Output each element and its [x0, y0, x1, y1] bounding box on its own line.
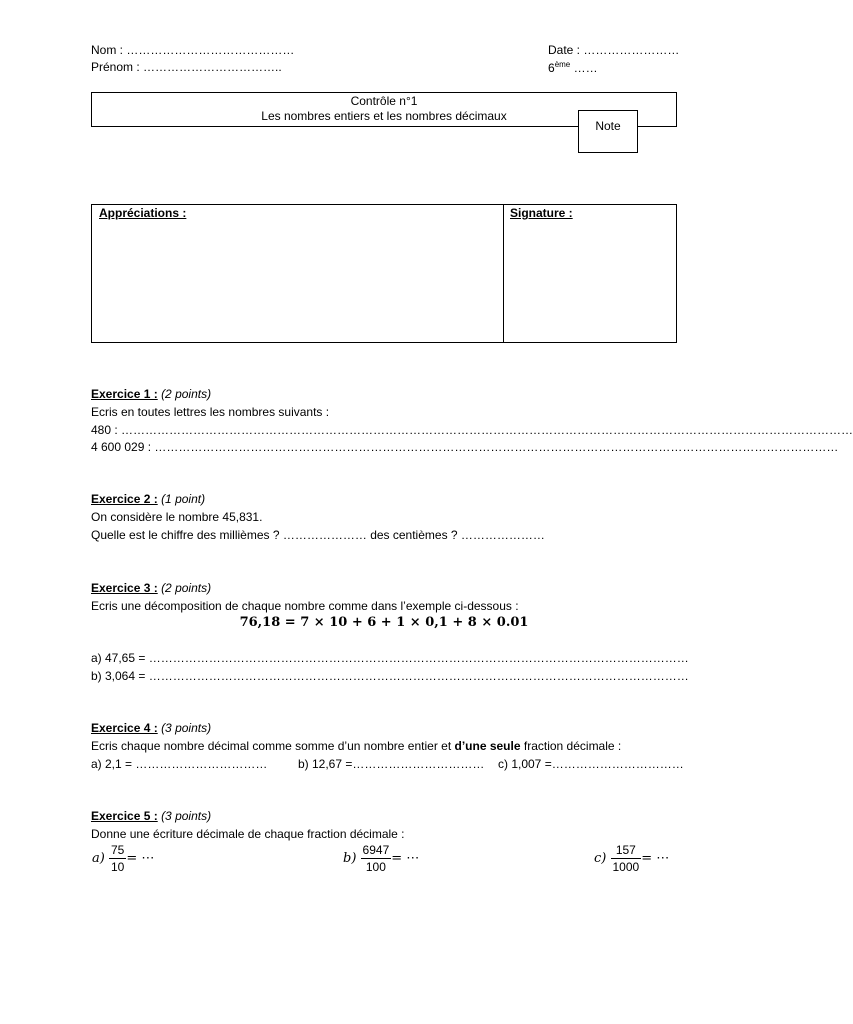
- date-field: Date : ……………………: [548, 43, 680, 57]
- title-line1: Contrôle n°1: [350, 94, 418, 108]
- ex5-b-tail: = ⋯: [391, 851, 420, 866]
- classe-field: [548, 60, 598, 75]
- classe-dots: ……: [570, 61, 598, 75]
- ex5-a-letter: a): [92, 851, 105, 866]
- ex4-instruction: [91, 739, 621, 753]
- appreciations-label: Appréciations :: [99, 206, 187, 220]
- ex4-heading: Exercice 4 :: [91, 721, 158, 735]
- signature-label: Signature :: [510, 206, 573, 220]
- ex4-instruction-post: fraction décimale :: [520, 739, 622, 753]
- ex5-c-fraction: [611, 842, 642, 875]
- ex5-c-numerator: 157: [615, 843, 636, 857]
- classe-number: 6: [548, 61, 555, 75]
- ex5-item-a: [92, 842, 154, 875]
- ex5-points: (3 points): [161, 809, 212, 823]
- ex5-b-denominator: 100: [361, 858, 392, 875]
- ex5-instruction: Donne une écriture décimale de chaque fraction décimale :: [91, 827, 405, 841]
- ex5-c-letter: c): [594, 851, 607, 866]
- ex1-line-4600029: 4 600 029 : ………………………………………………………………………………………………………………………………………………………: [91, 440, 839, 454]
- ex1-header: [91, 387, 211, 401]
- ex5-a-denominator: 10: [110, 860, 125, 874]
- ex3-heading: Exercice 3 :: [91, 581, 158, 595]
- ex4-item-b: b) 12,67 =……………………………: [298, 757, 485, 771]
- ex5-b-numerator: 6947: [362, 843, 390, 857]
- ex3-points: (2 points): [161, 581, 212, 595]
- ex3-header: [91, 581, 211, 595]
- ex4-item-a: a) 2,1 = ……………………………: [91, 757, 268, 771]
- title-line2: Les nombres entiers et les nombres décimaux: [261, 109, 507, 123]
- ex5-b-letter: b): [343, 851, 357, 866]
- note-box: [578, 110, 638, 153]
- ex2-points: (1 point): [161, 492, 206, 506]
- appreciation-box: [91, 204, 677, 343]
- ex5-c-tail: = ⋯: [641, 851, 670, 866]
- box-divider: [503, 205, 504, 342]
- ex4-instruction-bold: d’une seule: [454, 739, 521, 753]
- ex5-heading: Exercice 5 :: [91, 809, 158, 823]
- ex1-line-480: 480 : …………………………………………………………………………………………………………………………………………………………………: [91, 423, 853, 437]
- ex2-line1: On considère le nombre 45,831.: [91, 510, 263, 524]
- ex2-header: [91, 492, 205, 506]
- ex5-c-denominator: 1000: [612, 860, 640, 874]
- ex5-header: [91, 809, 211, 823]
- ex1-heading: Exercice 1 :: [91, 387, 158, 401]
- nom-field: Nom : ……………………………………: [91, 43, 295, 57]
- prenom-field: Prénom : ……………………………..: [91, 60, 282, 74]
- ex5-a-fraction: [109, 842, 126, 875]
- ex4-instruction-pre: Ecris chaque nombre décimal comme somme d’un nombre entier et: [91, 739, 455, 753]
- ex1-instruction: Ecris en toutes lettres les nombres suivants :: [91, 405, 330, 419]
- note-label: Note: [595, 119, 621, 133]
- ex4-header: [91, 721, 211, 735]
- ex5-a-numerator: 75: [110, 843, 125, 857]
- ex3-line-b: b) 3,064 = ………………………………………………………………………………………………………………………: [91, 669, 689, 683]
- ex5-item-b: [343, 842, 419, 875]
- ex2-line2: Quelle est le chiffre des millièmes ? ………………… des centièmes ? …………………: [91, 528, 545, 542]
- ex1-points: (2 points): [161, 387, 212, 401]
- ex5-a-tail: = ⋯: [126, 851, 155, 866]
- ex3-instruction: Ecris une décomposition de chaque nombre comme dans l’exemple ci-dessous :: [91, 599, 519, 613]
- ex5-item-c: [594, 842, 669, 875]
- classe-superscript: ème: [554, 60, 571, 69]
- ex4-item-c: c) 1,007 =……………………………: [498, 757, 684, 771]
- ex3-line-a: a) 47,65 = ………………………………………………………………………………………………………………………: [91, 651, 689, 665]
- ex4-points: (3 points): [161, 721, 212, 735]
- ex2-heading: Exercice 2 :: [91, 492, 158, 506]
- ex3-example: 76,18 = 7 × 10 + 6 + 1 × 0,1 + 8 × 0.01: [239, 615, 529, 630]
- ex5-b-fraction: [361, 842, 392, 875]
